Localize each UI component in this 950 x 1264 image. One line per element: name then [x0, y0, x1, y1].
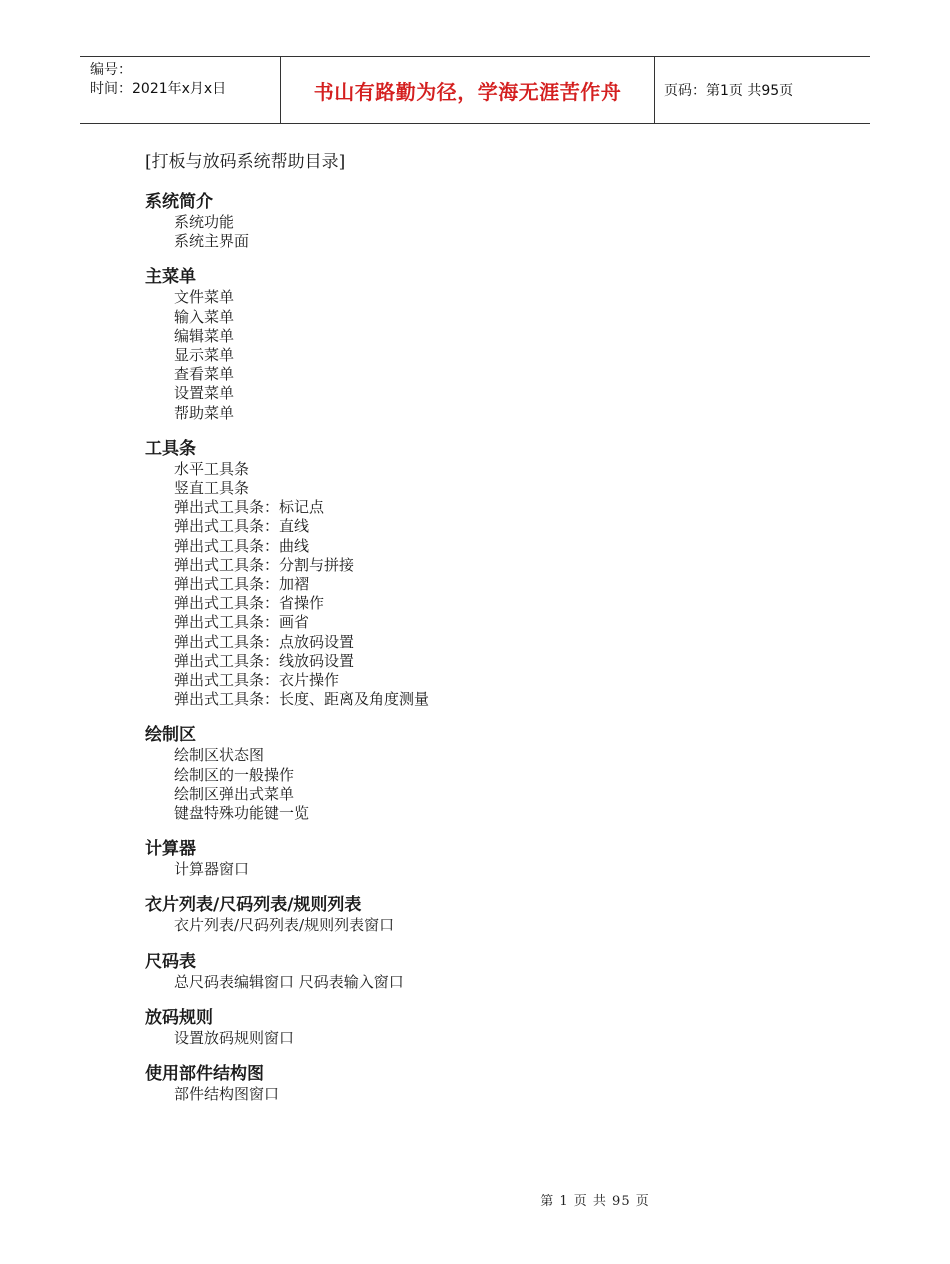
toc-item[interactable]: 弹出式工具条：直线	[174, 517, 310, 536]
toc-item[interactable]: 设置菜单	[174, 384, 235, 403]
page-footer: 第 1 页 共 95 页	[540, 1194, 650, 1209]
toc-item[interactable]: 总尺码表编辑窗口 尺码表输入窗口	[174, 972, 404, 991]
toc-item[interactable]: 弹出式工具条：画省	[174, 613, 310, 632]
toc-item[interactable]: 查看菜单	[174, 365, 235, 384]
toc-item[interactable]: 设置放码规则窗口	[174, 1028, 295, 1047]
section-title[interactable]: 系统简介	[145, 192, 213, 212]
section-item-list	[145, 1029, 845, 1048]
toc-sections	[145, 192, 845, 1104]
section-item-list	[145, 860, 845, 879]
toc-item[interactable]: 系统功能	[174, 213, 235, 231]
toc-item[interactable]: 弹出式工具条：点放码设置	[174, 632, 355, 651]
section-title[interactable]: 绘制区	[145, 725, 196, 746]
section-title[interactable]: 放码规则	[145, 1007, 213, 1028]
toc-section	[145, 952, 845, 992]
section-item-list	[145, 1085, 845, 1104]
toc-section	[145, 725, 845, 823]
toc-item[interactable]: 弹出式工具条：省操作	[174, 594, 325, 613]
toc-item[interactable]: 部件结构图窗口	[174, 1085, 280, 1104]
toc-item[interactable]: 键盘特殊功能键一览	[174, 804, 310, 823]
section-title[interactable]: 计算器	[145, 839, 196, 860]
toc-section	[145, 1064, 845, 1104]
toc-item[interactable]: 输入菜单	[174, 307, 235, 326]
toc-item[interactable]: 衣片列表/尺码列表/规则列表窗口	[174, 916, 395, 935]
toc-item[interactable]: 帮助菜单	[174, 403, 235, 422]
toc-item[interactable]: 编辑菜单	[174, 326, 235, 345]
section-title[interactable]: 使用部件结构图	[145, 1064, 264, 1085]
toc-item[interactable]: 水平工具条	[174, 459, 250, 478]
page-header	[80, 56, 870, 124]
toc-item[interactable]: 文件菜单	[174, 288, 235, 307]
toc-section	[145, 192, 845, 251]
toc-title: [打板与放码系统帮助目录]	[145, 152, 346, 172]
toc-item[interactable]: 弹出式工具条：加褶	[174, 575, 310, 594]
section-item-list	[145, 460, 845, 710]
toc-item[interactable]: 竖直工具条	[174, 479, 250, 498]
section-title[interactable]: 工具条	[145, 438, 196, 459]
toc-item[interactable]: 计算器窗口	[174, 860, 250, 879]
toc-item[interactable]: 弹出式工具条：曲线	[174, 536, 310, 555]
toc-content	[145, 150, 845, 1120]
section-item-list	[145, 916, 845, 935]
toc-section	[145, 839, 845, 879]
toc-item[interactable]: 显示菜单	[174, 346, 235, 365]
section-title[interactable]: 主菜单	[145, 267, 196, 288]
header-slogan: 书山有路勤为径，学海无涯苦作舟	[281, 57, 655, 123]
toc-item[interactable]: 弹出式工具条：线放码设置	[174, 651, 355, 670]
section-title[interactable]: 衣片列表/尺码列表/规则列表	[145, 895, 362, 916]
section-item-list	[145, 746, 845, 823]
toc-item[interactable]: 绘制区弹出式菜单	[174, 784, 295, 803]
serial-label: 编号：	[90, 62, 132, 78]
section-title[interactable]: 尺码表	[145, 951, 196, 972]
section-item-list	[145, 973, 845, 992]
header-page-info: 页码：第1页 共95页	[664, 83, 794, 99]
section-item-list	[145, 288, 845, 422]
header-meta	[80, 57, 281, 123]
toc-item[interactable]: 弹出式工具条：分割与拼接	[174, 555, 355, 574]
toc-section	[145, 439, 845, 710]
toc-item[interactable]: 弹出式工具条：长度、距离及角度测量	[174, 690, 430, 709]
toc-section	[145, 895, 845, 935]
toc-item[interactable]: 弹出式工具条：标记点	[174, 498, 325, 517]
toc-section	[145, 1008, 845, 1048]
toc-item[interactable]: 系统主界面	[174, 232, 250, 251]
toc-item[interactable]: 绘制区的一般操作	[174, 765, 295, 784]
toc-item[interactable]: 弹出式工具条：衣片操作	[174, 671, 340, 690]
toc-item[interactable]: 绘制区状态图	[174, 746, 265, 765]
toc-section	[145, 267, 845, 422]
section-item-list	[145, 213, 845, 251]
time-label: 时间：2021年x月x日	[90, 81, 227, 97]
